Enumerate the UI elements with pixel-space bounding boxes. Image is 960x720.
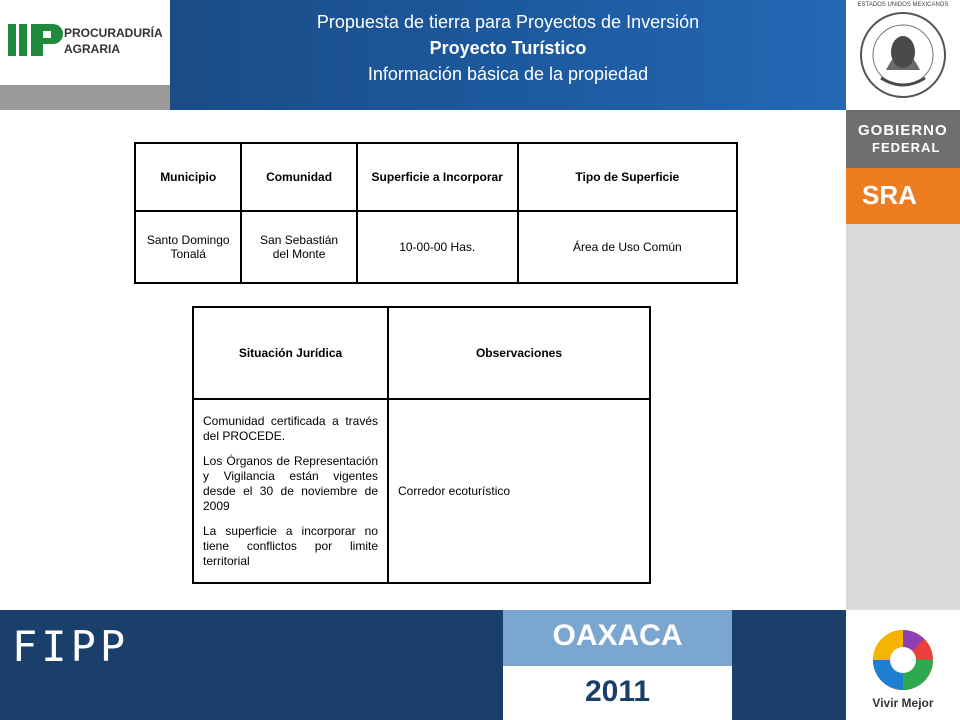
gobierno-federal-box bbox=[846, 110, 960, 168]
col-header-superficie: Superficie a Incorporar bbox=[357, 143, 518, 211]
col-header-observaciones: Observaciones bbox=[388, 307, 650, 399]
vivir-mejor-flower-icon bbox=[846, 610, 960, 700]
cell-municipio: Santo Domingo Tonalá bbox=[135, 211, 241, 283]
table-row bbox=[135, 211, 737, 283]
federal-label: FEDERAL bbox=[872, 140, 941, 155]
header-title-line3: Información básica de la propiedad bbox=[367, 64, 649, 84]
cell-superficie: 10-00-00 Has. bbox=[357, 211, 518, 283]
property-info-table bbox=[134, 142, 738, 284]
header-title-line1: Propuesta de tierra para Proyectos de Inversión bbox=[316, 12, 700, 32]
col-header-comunidad: Comunidad bbox=[241, 143, 356, 211]
state-label: OAXACA bbox=[503, 610, 732, 666]
logo-line1: PROCURADURÍA bbox=[64, 26, 163, 40]
mexican-seal-icon bbox=[846, 0, 960, 110]
situacion-paragraph-3: La superficie a incorporar no tiene conflictos por limite territorial bbox=[203, 523, 378, 568]
gobierno-label: GOBIERNO bbox=[858, 122, 948, 139]
sra-label: SRA bbox=[862, 180, 917, 210]
header-band bbox=[170, 0, 846, 110]
cell-observaciones: Corredor ecoturístico bbox=[388, 399, 650, 583]
cell-comunidad: San Sebastián del Monte bbox=[241, 211, 356, 283]
legal-status-table bbox=[192, 306, 651, 584]
table-row bbox=[193, 399, 650, 583]
table-header-row bbox=[193, 307, 650, 399]
vivir-mejor-box bbox=[846, 610, 960, 720]
sra-box bbox=[846, 168, 960, 224]
col-header-tipo: Tipo de Superficie bbox=[518, 143, 737, 211]
situacion-paragraph-1: Comunidad certificada a través del PROCEDE. bbox=[203, 413, 378, 443]
procuraduria-logo bbox=[0, 0, 170, 85]
right-column bbox=[846, 0, 960, 720]
vivir-mejor-label: Vivir Mejor bbox=[872, 696, 934, 710]
situacion-paragraph-2: Los Órganos de Representación y Vigilancia están vigentes desde el 30 de noviembre de 2009 bbox=[203, 453, 378, 513]
year-label: 2011 bbox=[503, 666, 732, 720]
col-header-municipio: Municipio bbox=[135, 143, 241, 211]
cell-tipo: Área de Uso Común bbox=[518, 211, 737, 283]
header-title-line2: Proyecto Turístico bbox=[429, 38, 587, 58]
table-header-row bbox=[135, 143, 737, 211]
fipp-label: FIPP bbox=[12, 622, 130, 671]
seal-box bbox=[846, 0, 960, 110]
logo-line2: AGRARIA bbox=[64, 42, 120, 56]
seal-text: ESTADOS UNIDOS MEXICANOS bbox=[857, 2, 949, 8]
col-header-situacion: Situación Jurídica bbox=[193, 307, 388, 399]
logo-gray-bar bbox=[0, 85, 170, 110]
cell-situacion bbox=[193, 399, 388, 583]
